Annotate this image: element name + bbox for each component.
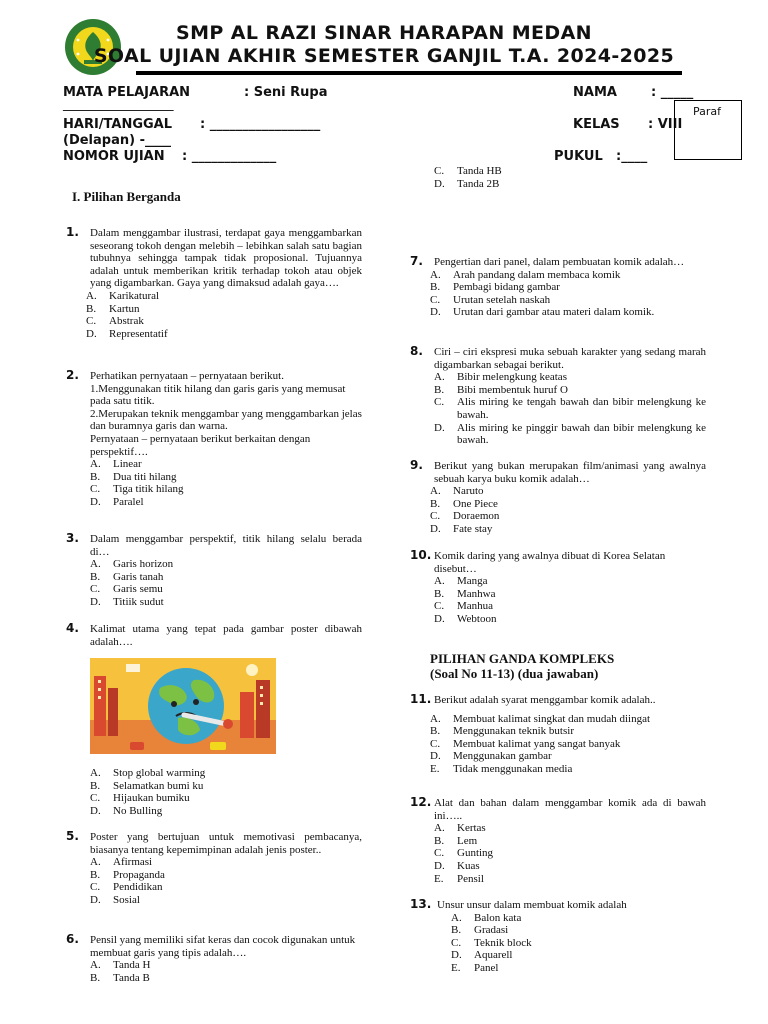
subject-label: MATA PELAJARAN [63, 85, 191, 100]
question-4-options [66, 767, 362, 817]
exam-title: SOAL UJIAN AKHIR SEMESTER GANJIL T.A. 2024-2025 [93, 45, 675, 67]
stem-line: Kalimat utama yang tepat pada gambar poster dibawah adalah…. [90, 623, 362, 648]
school-name: SMP AL RAZI SINAR HARAPAN MEDAN [176, 22, 592, 44]
paraf-box [674, 100, 742, 160]
option[interactable]: D. Tanda 2B [434, 177, 500, 190]
stem-line: Berikut adalah syarat menggambar komik adalah.. [434, 694, 656, 706]
stem-line: Dalam menggambar perspektif, titik hilang selalu berada di… [90, 533, 362, 558]
stem-line: Dalam menggambar ilustrasi, terdapat gaya menggambarkan seseorang tokoh dengan melebih – lebihkan salah satu bagian tubuhnya sehingga tampak tidak proposional. Tujuannya adalah untuk memberikan kritik terhadap tokoh atau objek yang digambarkan. Gaya yang dimaksud adalah gaya…. [90, 227, 362, 290]
option[interactable]: C. Alis miring ke tengah bawah dan bibir melengkung ke bawah. [434, 396, 706, 421]
question-11 [410, 694, 706, 776]
stem-line: 2.Merupakan teknik menggambar yang menggambarkan jelas dan buramnya garis dan warna. [90, 407, 362, 433]
option[interactable]: C. Hijaukan bumiku [90, 792, 190, 805]
question-number: 9. [410, 458, 423, 472]
question-stem [434, 460, 706, 485]
option-list [451, 912, 706, 975]
global-warming-poster-image [90, 658, 276, 754]
question-stem [90, 227, 362, 290]
question-number: 1. [66, 225, 79, 239]
stem-line: 1.Menggunakan titik hilang dan garis garis yang memusat pada satu titik. [90, 382, 346, 408]
option-list [430, 485, 706, 535]
question-9 [410, 460, 706, 536]
option[interactable]: C. Abstrak [86, 315, 144, 328]
option-list [430, 713, 706, 776]
question-number: 13. [410, 897, 432, 911]
option[interactable]: A. Garis horizon [90, 558, 174, 571]
question-6-continued [410, 165, 706, 190]
question-1 [66, 227, 362, 340]
option[interactable]: C. Garis semu [90, 583, 163, 596]
exam-number-value: : _____________ [182, 149, 277, 164]
class-value: : VIII [648, 117, 683, 132]
question-4 [66, 623, 362, 648]
header-rule [136, 71, 682, 75]
stem-line: Pengertian dari panel, dalam pembuatan komik adalah… [434, 256, 685, 268]
question-12 [410, 797, 706, 885]
option[interactable]: B. Kartun [86, 302, 140, 315]
option[interactable]: E. Tidak menggunakan media [430, 762, 573, 775]
question-stem [90, 934, 362, 959]
question-number: 4. [66, 621, 79, 635]
option-list [90, 458, 362, 508]
option[interactable]: D. Titiik sudut [90, 595, 164, 608]
time-label: PUKUL [554, 149, 603, 164]
name-label: NAMA [573, 85, 617, 100]
option[interactable]: A. Linear [90, 458, 142, 471]
option[interactable]: B. Tanda B [90, 971, 150, 984]
stem-line: Berikut yang bukan merupakan film/animasi yang awalnya sebuah karya buku komik adalah… [434, 460, 706, 485]
option[interactable]: D. Aquarell [451, 949, 513, 962]
stem-line: Pernyataan – pernyataan berikut berkaitan dengan perspektif…. [90, 432, 311, 458]
stem-line: Pensil yang memiliki sifat keras dan cocok digunakan untuk membuat garis yang tipis adalah…. [90, 934, 356, 959]
question-number: 7. [410, 254, 423, 268]
time-value: :____ [616, 149, 648, 164]
option-list [434, 371, 706, 447]
question-8 [410, 346, 706, 447]
option[interactable]: A. Manga [434, 575, 488, 588]
class-label: KELAS [573, 117, 620, 132]
option[interactable]: B. Menggunakan teknik butsir [430, 725, 574, 738]
option[interactable]: B. Selamatkan bumi ku [90, 779, 204, 792]
day-label: HARI/TANGGAL [63, 117, 173, 132]
option[interactable]: C. Tiga titik hilang [90, 483, 184, 496]
question-10 [410, 550, 706, 626]
option[interactable]: D. Menggunakan gambar [430, 750, 552, 763]
day-value: : _________________ [200, 117, 321, 132]
option[interactable]: C. Teknik block [451, 936, 532, 949]
option[interactable]: B. Bibi membentuk huruf O [434, 383, 568, 396]
option[interactable]: E. Pensil [434, 872, 484, 885]
question-5 [66, 831, 362, 907]
option[interactable]: B. Gradasi [451, 924, 509, 937]
option[interactable]: C. Doraemon [430, 510, 500, 523]
option[interactable]: B. Pembagi bidang gambar [430, 281, 560, 294]
option[interactable]: A. Balon kata [451, 911, 522, 924]
stem-line: Unsur unsur dalam membuat komik adalah [437, 899, 627, 911]
option[interactable]: D. Alis miring ke pinggir bawah dan bibir melengkung ke bawah. [434, 421, 706, 447]
question-number: 8. [410, 344, 423, 358]
option[interactable]: A. Bibir melengkung keatas [434, 371, 567, 384]
option[interactable]: A. Arah pandang dalam membaca komik [430, 268, 621, 281]
option[interactable]: D. Paralel [90, 495, 144, 508]
question-number: 11. [410, 692, 432, 706]
section-complex-title: PILIHAN GANDA KOMPLEKS [430, 651, 615, 666]
option[interactable]: A. Afirmasi [90, 856, 153, 869]
paraf-label: Paraf [693, 105, 722, 118]
subject-value: : Seni Rupa [244, 85, 328, 100]
option[interactable]: B. Lem [434, 834, 478, 847]
option[interactable]: A. Kertas [434, 822, 486, 835]
question-number: 2. [66, 368, 79, 382]
question-number: 10. [410, 548, 432, 562]
stem-line: Perhatikan pernyataan – pernyataan berikut. [90, 370, 284, 382]
option-list [434, 822, 706, 885]
question-stem [90, 370, 362, 458]
section-complex-subtitle: (Soal No 11-13) (dua jawaban) [430, 666, 599, 681]
name-value: : _____ [651, 85, 694, 100]
subject-line: _________________ [63, 97, 174, 112]
question-stem [434, 797, 706, 822]
question-stem [434, 694, 706, 707]
option[interactable]: B. Propaganda [90, 868, 165, 881]
question-13 [410, 899, 706, 975]
question-stem [90, 533, 362, 558]
option[interactable]: B. Garis tanah [90, 570, 164, 583]
question-2 [66, 370, 362, 509]
option[interactable]: C. Tanda HB [434, 165, 502, 177]
question-number: 3. [66, 531, 79, 545]
question-number: 6. [66, 932, 79, 946]
stem-line: Poster yang bertujuan untuk memotivasi pembacanya, biasanya tentang kepemimpinan adalah jenis poster.. [90, 831, 362, 856]
option[interactable]: D. Representatif [86, 327, 168, 340]
option[interactable]: D. Sosial [90, 893, 140, 906]
question-stem [434, 256, 706, 269]
option[interactable]: D. Kuas [434, 859, 480, 872]
option[interactable]: A. Stop global warming [90, 767, 206, 779]
question-stem [434, 346, 706, 371]
option[interactable]: B. One Piece [430, 497, 498, 510]
option[interactable]: C. Pendidikan [90, 881, 163, 894]
question-stem [90, 831, 362, 856]
question-number: 12. [410, 795, 432, 809]
option[interactable]: C. Membuat kalimat yang sangat banyak [430, 737, 621, 750]
option[interactable]: D. Webtoon [434, 612, 497, 625]
option[interactable]: B. Dua titi hilang [90, 470, 177, 483]
exam-number-label: NOMOR UJIAN [63, 149, 165, 164]
option-list [434, 575, 706, 625]
question-stem [90, 623, 362, 648]
option[interactable]: A. Tanda H [90, 959, 151, 972]
option-list [90, 558, 362, 608]
option-list [90, 856, 362, 906]
option-list [90, 959, 362, 984]
question-3 [66, 533, 362, 609]
question-7 [410, 256, 706, 319]
question-6 [66, 934, 362, 984]
question-stem [434, 550, 706, 575]
option-list [434, 165, 706, 190]
option[interactable]: B. Manhwa [434, 587, 496, 600]
question-number: 5. [66, 829, 79, 843]
stem-line: Ciri – ciri ekspresi muka sebuah karakter yang sedang marah digambarkan sebagai berikut. [434, 346, 706, 371]
option[interactable]: C. Manhua [434, 600, 494, 613]
stem-line: Alat dan bahan dalam menggambar komik ada di bawah ini….. [434, 797, 706, 822]
option[interactable]: C. Urutan setelah naskah [430, 293, 551, 306]
option[interactable]: A. Karikatural [86, 289, 160, 302]
option[interactable]: E. Panel [451, 961, 499, 974]
option[interactable]: D. Fate stay [430, 522, 493, 535]
day-extra: (Delapan) -____ [63, 133, 171, 148]
option[interactable]: A. Membuat kalimat singkat dan mudah diingat [430, 712, 651, 725]
section-multiple-choice: I. Pilihan Berganda [72, 189, 181, 204]
option[interactable]: A. Naruto [430, 485, 484, 498]
option[interactable]: D. Urutan dari gambar atau materi dalam komik. [430, 306, 655, 319]
option-list [430, 269, 706, 319]
option-list [86, 290, 362, 340]
option-list [90, 767, 362, 817]
stem-line: Komik daring yang awalnya dibuat di Korea Selatan disebut… [434, 550, 666, 575]
question-stem [437, 899, 706, 912]
option[interactable]: D. No Bulling [90, 804, 163, 817]
option[interactable]: C. Gunting [434, 847, 494, 860]
